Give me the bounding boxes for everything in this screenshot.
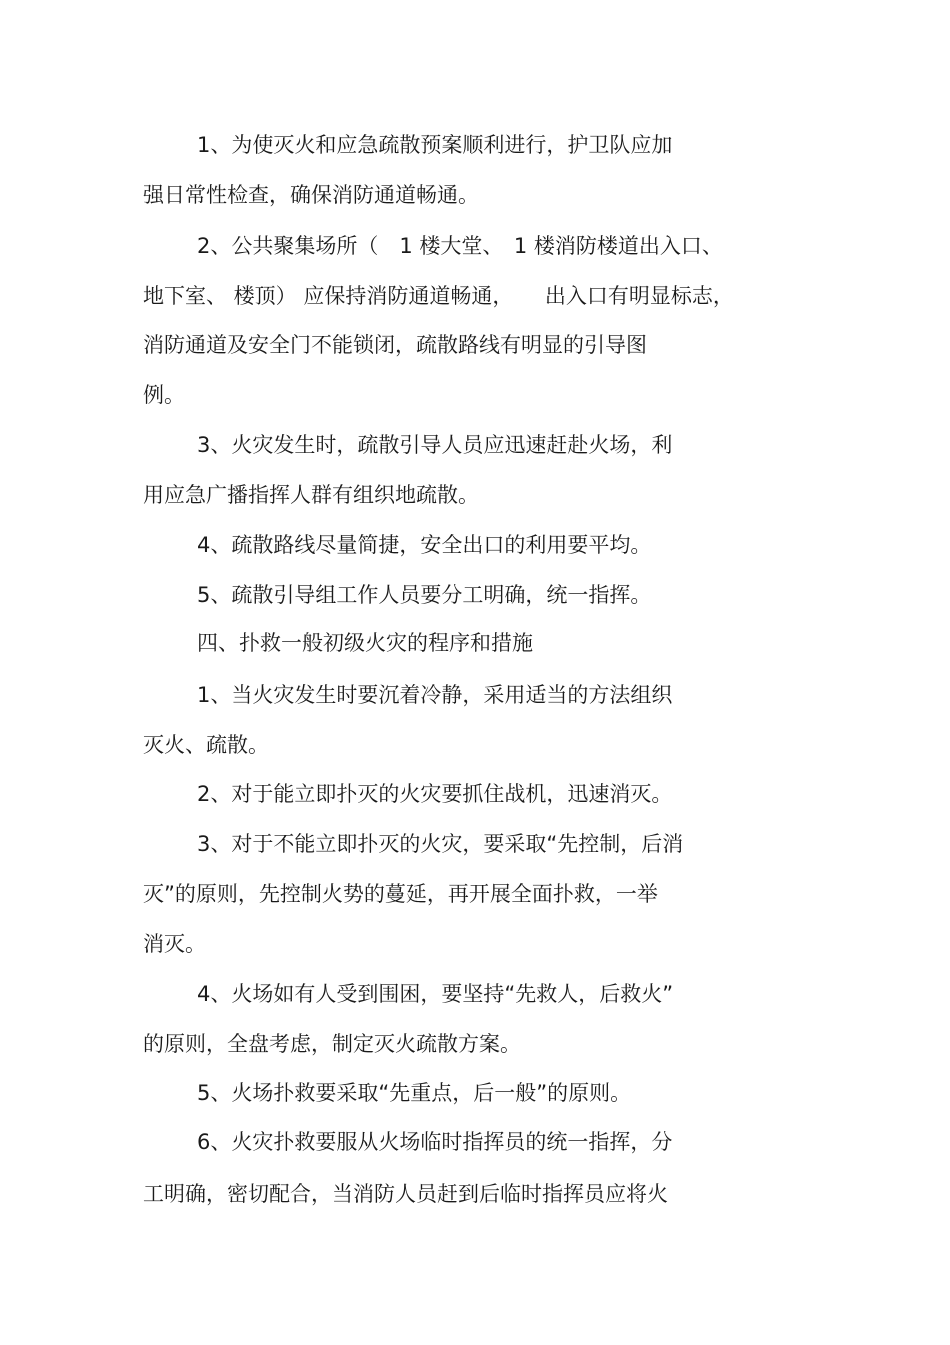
text-line: 4、疏散路线尽量简捷，安全出口的利用要平均。 <box>197 533 652 557</box>
text-line: 5、疏散引导组工作人员要分工明确，统一指挥。 <box>197 583 652 607</box>
text-line: 2、对于能立即扑灭的火灾要抓住战机，迅速消灭。 <box>197 782 673 806</box>
text-line: 消灭。 <box>143 932 206 956</box>
text-line: 1、当火灾发生时要沉着冷静，采用适当的方法组织 <box>197 683 673 707</box>
text-line: 用应急广播指挥人群有组织地疏散。 <box>143 483 479 507</box>
text-line: 强日常性检查，确保消防通道畅通。 <box>143 183 479 207</box>
text-line: 的原则，全盘考虑，制定灭火疏散方案。 <box>143 1032 521 1056</box>
text-line: 灭火、疏散。 <box>143 733 269 757</box>
text-line: 工明确，密切配合，当消防人员赶到后临时指挥员应将火 <box>143 1182 668 1206</box>
section-heading: 四、扑救一般初级火灾的程序和措施 <box>197 631 533 655</box>
text-line: 灭”的原则，先控制火势的蔓延，再开展全面扑救，一举 <box>143 882 658 906</box>
text-line: 例。 <box>143 383 185 407</box>
text-line: 4、火场如有人受到围困，要坚持“先救人，后救火” <box>197 982 674 1006</box>
text-line: 3、火灾发生时，疏散引导人员应迅速赶赴火场，利 <box>197 433 673 457</box>
text-line: 1、为使灭火和应急疏散预案顺利进行，护卫队应加 <box>197 133 673 157</box>
text-line: 2、公共聚集场所（ 1 楼大堂、 1 楼消防楼道出入口、 <box>197 234 723 258</box>
text-line: 6、火灾扑救要服从火场临时指挥员的统一指挥，分 <box>197 1130 673 1154</box>
text-line: 地下室、 楼顶） 应保持消防通道畅通， 出入口有明显标志， <box>143 284 734 308</box>
text-line: 3、对于不能立即扑灭的火灾，要采取“先控制，后消 <box>197 832 684 856</box>
text-line: 消防通道及安全门不能锁闭，疏散路线有明显的引导图 <box>143 333 647 357</box>
text-line: 5、火场扑救要采取“先重点，后一般”的原则。 <box>197 1081 632 1105</box>
